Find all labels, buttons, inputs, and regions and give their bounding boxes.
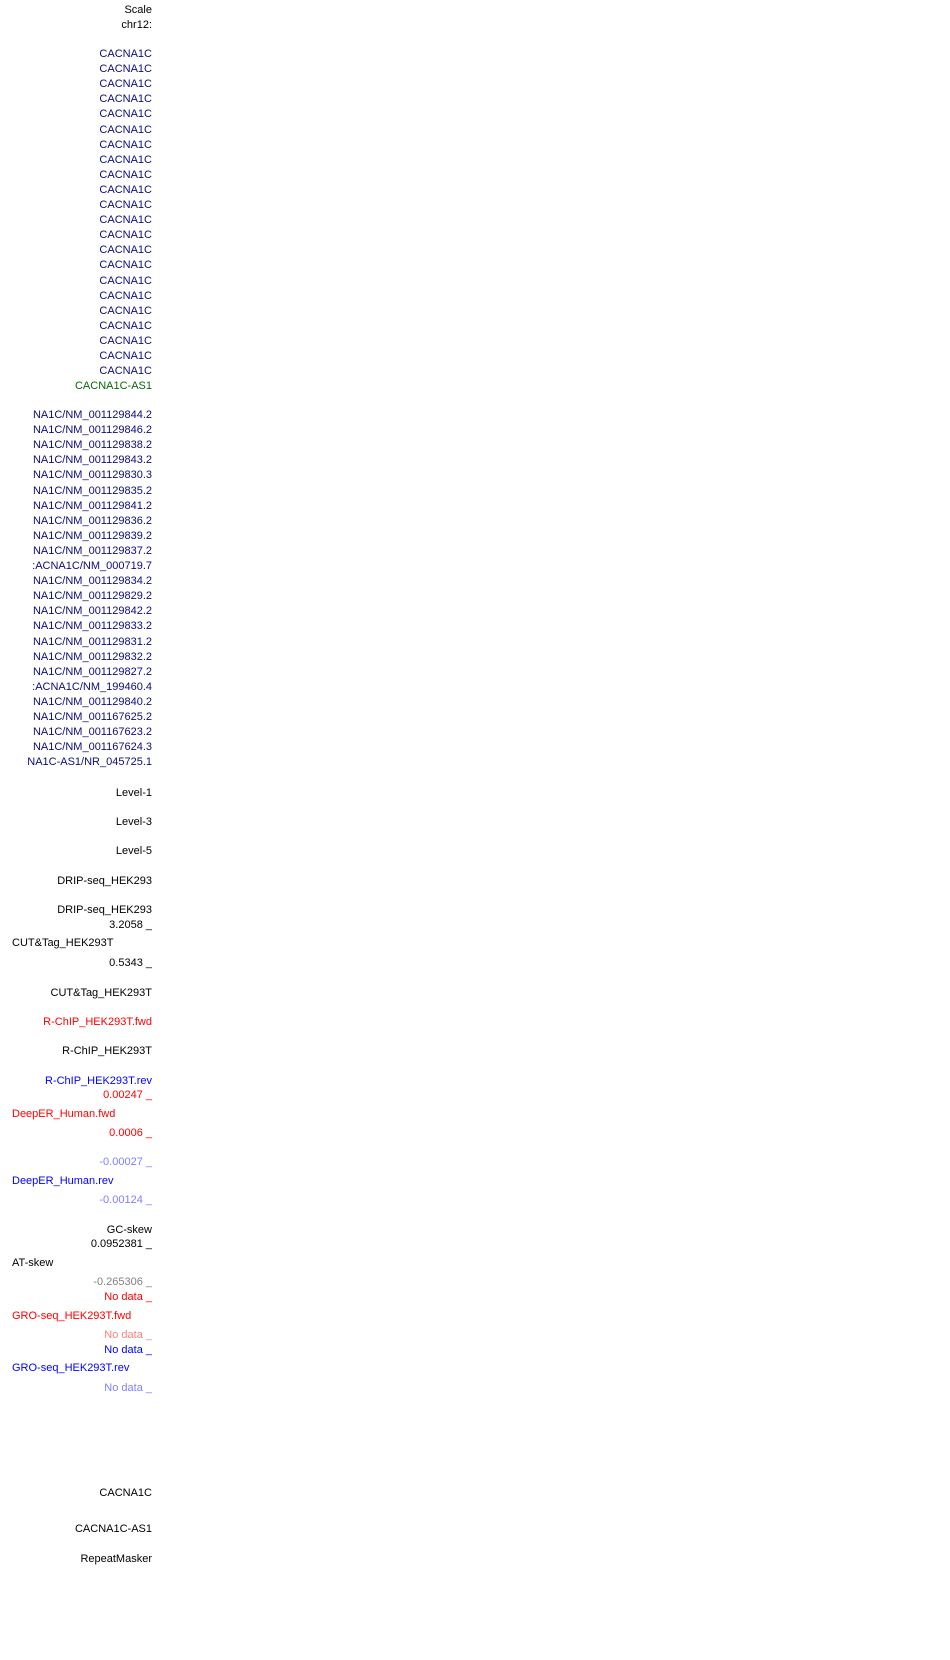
track-gro-fwd-title[interactable]: GRO-seq_HEK293T.fwd [12, 1310, 132, 1322]
gencode-gene-label[interactable]: CACNA1C [99, 304, 152, 317]
gencode-gene-label[interactable]: CACNA1C [99, 78, 152, 91]
deeper-fwd-axis-max: 0.00247 _ [103, 1089, 152, 1101]
gencode-gene-label[interactable]: CACNA1C [99, 334, 152, 347]
refseq-transcript-label[interactable]: NA1C/NM_001129827.2 [32, 665, 152, 678]
track-drip-seq-1[interactable]: DRIP-seq_HEK293 [57, 875, 152, 887]
deeper-rev-axis-max: -0.00027 _ [99, 1156, 152, 1168]
scale-label: Scale [124, 4, 152, 16]
refseq-transcript-label[interactable]: NA1C/NM_001167624.3 [32, 741, 152, 754]
gencode-gene-label[interactable]: CACNA1C [99, 123, 152, 136]
track-gc-skew[interactable]: GC-skew [106, 1224, 152, 1236]
gro-rev-axis-max: No data _ [104, 1344, 152, 1356]
refseq-transcript-label[interactable]: NA1C/NM_001129832.2 [32, 650, 152, 663]
gencode-gene-label[interactable]: CACNA1C [99, 274, 152, 287]
gencode-gene-label[interactable]: CACNA1C [99, 153, 152, 166]
refseq-transcript-label[interactable]: NA1C/NM_001167625.2 [32, 711, 152, 723]
gencode-gene-label[interactable]: CACNA1C [99, 138, 152, 151]
refseq-transcript-label[interactable]: NA1C/NM_001129839.2 [32, 529, 152, 542]
refseq-transcript-label[interactable]: NA1C/NM_001129840.2 [32, 695, 152, 708]
track-cacna1c-as1[interactable]: CACNA1C-AS1 [74, 1523, 152, 1535]
gencode-gene-label[interactable]: CACNA1C [99, 319, 152, 332]
track-deeper-fwd-title[interactable]: DeepER_Human.fwd [12, 1108, 116, 1120]
gencode-gene-label[interactable]: CACNA1C [99, 108, 152, 121]
gro-fwd-axis-max: No data _ [104, 1291, 152, 1303]
track-rchip-rev[interactable]: R-ChIP_HEK293T.rev [45, 1075, 152, 1087]
gencode-gene-label[interactable]: CACNA1C [99, 350, 152, 362]
gencode-gene-label[interactable]: CACNA1C-AS1 [74, 380, 152, 393]
track-level-3[interactable]: Level-3 [115, 816, 152, 828]
gencode-gene-label[interactable]: CACNA1C [99, 63, 152, 76]
refseq-transcript-label[interactable]: NA1C/NM_001129834.2 [32, 575, 152, 588]
track-rchip[interactable]: R-ChIP_HEK293T [62, 1045, 152, 1057]
refseq-transcript-label[interactable]: NA1C/NM_001129833.2 [32, 620, 152, 633]
refseq-transcript-label[interactable]: NA1C/NM_001129835.2 [32, 484, 152, 497]
refseq-transcript-label[interactable]: NA1C/NM_001129831.2 [32, 635, 152, 648]
refseq-transcript-label[interactable]: NA1C/NM_001129843.2 [32, 454, 152, 467]
refseq-transcript-label[interactable]: NA1C/NM_001129836.2 [32, 514, 152, 527]
at-skew-axis-max: 0.0952381 _ [90, 1238, 152, 1250]
deeper-fwd-axis-min: 0.0006 _ [109, 1127, 152, 1139]
gro-fwd-axis-min: No data _ [104, 1329, 152, 1341]
gencode-gene-label[interactable]: CACNA1C [99, 229, 152, 242]
track-repeatmasker[interactable]: RepeatMasker [80, 1553, 152, 1565]
gencode-gene-label[interactable]: CACNA1C [99, 48, 152, 60]
gencode-gene-label[interactable]: CACNA1C [99, 183, 152, 196]
refseq-transcript-label[interactable]: NA1C/NM_001129841.2 [32, 499, 152, 512]
refseq-transcript-label[interactable]: NA1C-AS1/NR_045725.1 [27, 756, 152, 769]
gencode-gene-label[interactable]: CACNA1C [99, 199, 152, 211]
track-cuttag-title[interactable]: CUT&Tag_HEK293T [12, 937, 114, 949]
gencode-gene-label[interactable]: CACNA1C [99, 259, 152, 272]
gencode-gene-label[interactable]: CACNA1C [99, 93, 152, 106]
gencode-gene-label[interactable]: CACNA1C [99, 168, 152, 181]
refseq-transcript-label[interactable]: NA1C/NM_001129844.2 [32, 409, 152, 421]
cuttag-axis-min: 0.5343 _ [109, 957, 152, 969]
track-drip-seq-2[interactable]: DRIP-seq_HEK293 [57, 904, 152, 916]
track-label-panel [0, 0, 152, 1660]
track-gro-rev-title[interactable]: GRO-seq_HEK293T.rev [12, 1362, 130, 1374]
chromosome-label: chr12: [121, 19, 152, 31]
refseq-transcript-label[interactable]: NA1C/NM_001129829.2 [32, 590, 152, 603]
track-cuttag-2[interactable]: CUT&Tag_HEK293T [50, 987, 152, 999]
refseq-transcript-label[interactable]: NA1C/NM_001167623.2 [32, 726, 152, 739]
refseq-transcript-label[interactable]: NA1C/NM_001129830.3 [32, 469, 152, 482]
gencode-gene-label[interactable]: CACNA1C [99, 244, 152, 257]
refseq-transcript-label[interactable]: NA1C/NM_001129846.2 [32, 424, 152, 437]
gencode-gene-label[interactable]: CACNA1C [99, 289, 152, 302]
gro-rev-axis-min: No data _ [104, 1382, 152, 1394]
refseq-transcript-label[interactable]: :ACNA1C/NM_199460.4 [32, 680, 152, 693]
track-at-skew-title[interactable]: AT-skew [12, 1257, 54, 1269]
at-skew-axis-min: -0.265306 _ [93, 1276, 152, 1288]
gencode-gene-label[interactable]: CACNA1C [99, 214, 152, 227]
track-level-5[interactable]: Level-5 [115, 845, 152, 857]
cuttag-axis-max: 3.2058 _ [109, 919, 152, 931]
track-cacna1c[interactable]: CACNA1C [99, 1487, 152, 1499]
deeper-rev-axis-min: -0.00124 _ [99, 1194, 152, 1206]
track-level-1[interactable]: Level-1 [115, 787, 152, 799]
refseq-transcript-label[interactable]: NA1C/NM_001129838.2 [32, 439, 152, 452]
track-deeper-rev-title[interactable]: DeepER_Human.rev [12, 1175, 114, 1187]
refseq-transcript-label[interactable]: NA1C/NM_001129842.2 [32, 605, 152, 618]
track-rchip-fwd[interactable]: R-ChIP_HEK293T.fwd [43, 1016, 152, 1028]
refseq-transcript-label[interactable]: :ACNA1C/NM_000719.7 [32, 560, 152, 572]
gencode-gene-label[interactable]: CACNA1C [99, 365, 152, 378]
refseq-transcript-label[interactable]: NA1C/NM_001129837.2 [32, 544, 152, 557]
